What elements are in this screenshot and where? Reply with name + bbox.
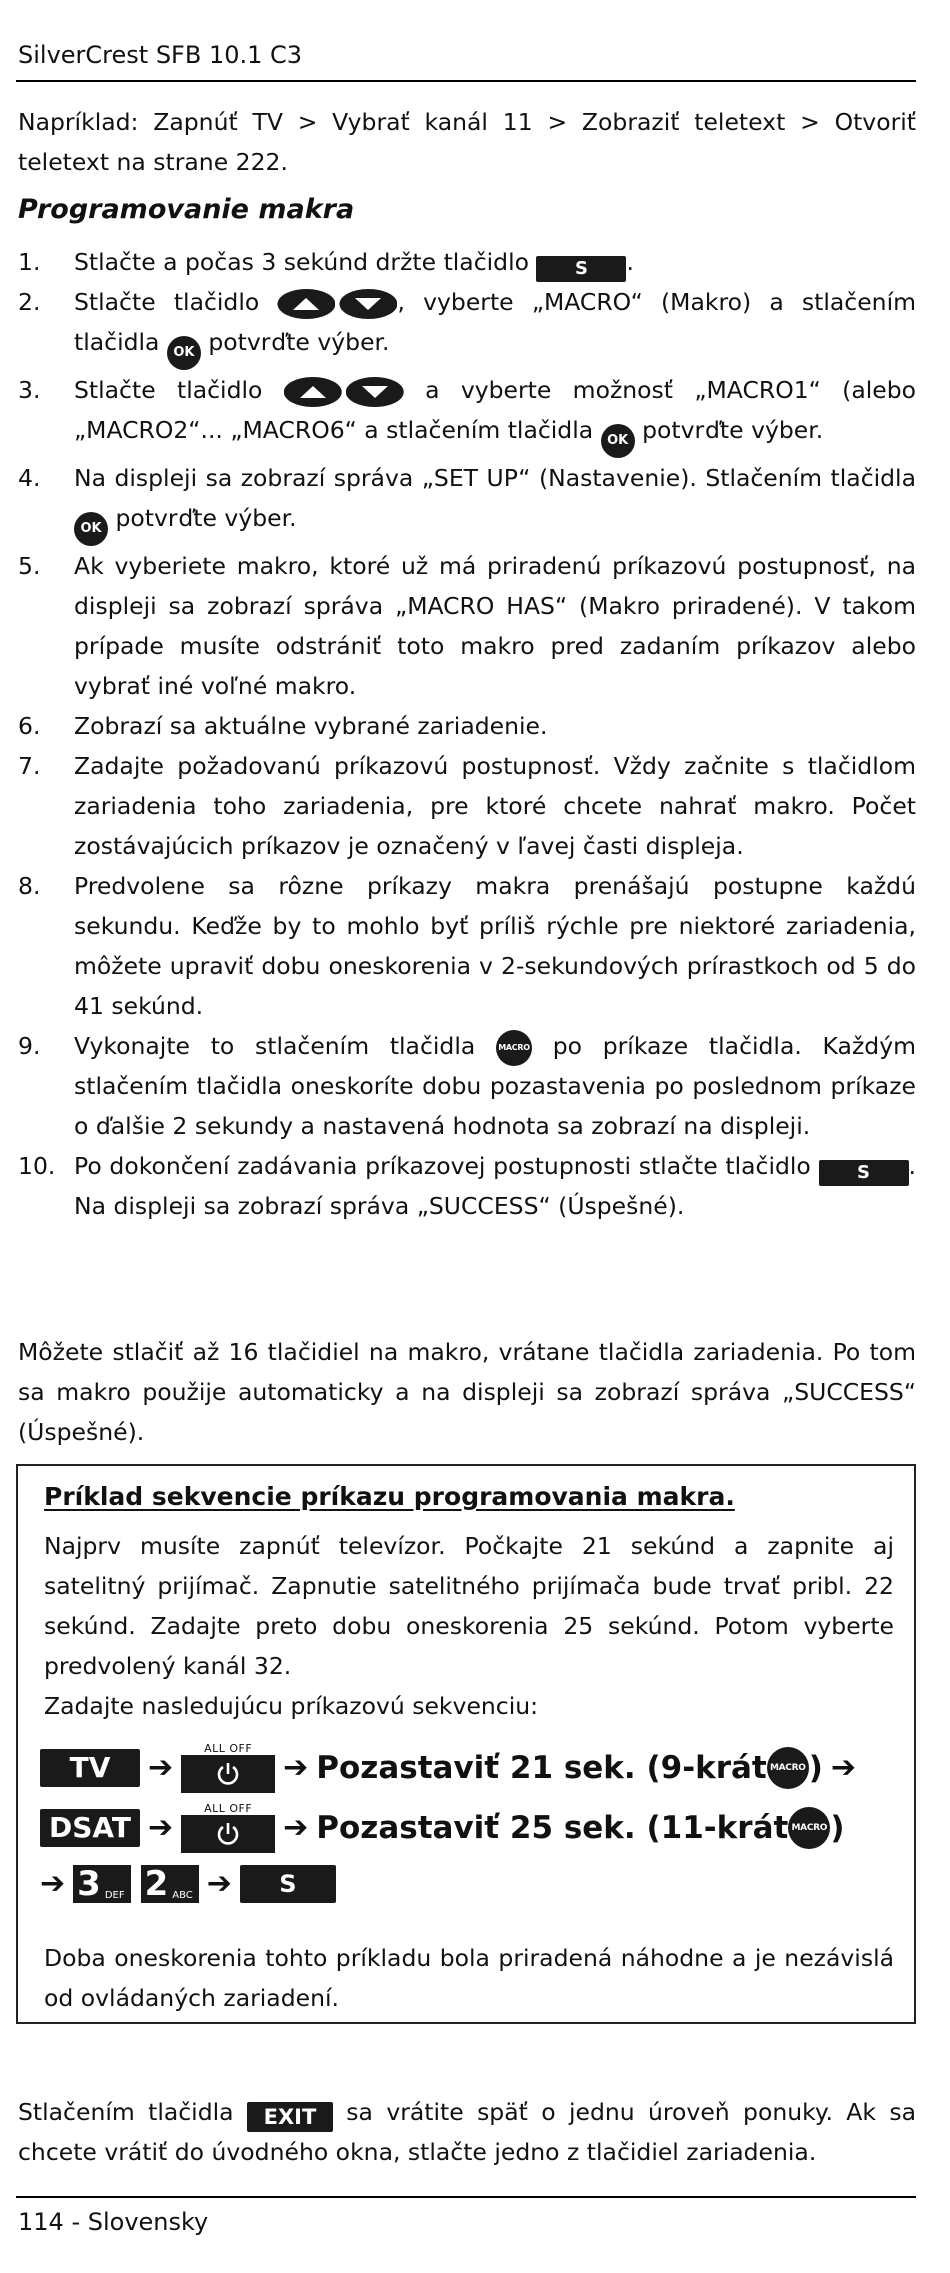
nav-up-down-icon bbox=[277, 289, 397, 319]
arrow-icon: ➔ bbox=[830, 1750, 857, 1785]
all-off-key: ALL OFF bbox=[181, 1803, 275, 1853]
step-2: 2. Stlačte tlačidlo , vyberte „MACRO“ (Makro) a stlačením tlačidla OK potvrďte výber. bbox=[18, 282, 916, 370]
step-4: 4. Na displeji sa zobrazí správa „SET UP“ (Nastavenie). Stlačením tlačidla OK potvrďte výber. bbox=[18, 458, 916, 546]
step-8: 8. Predvolene sa rôzne príkazy makra prenášajú postupne každú sekundu. Keďže by to mohlo byť príliš rýchle pre niektoré zariadenia, môžete upraviť dobu oneskorenia v 2-sekundových prírastkoch od 5 do 41 sekúnd. bbox=[18, 872, 916, 1020]
example-paragraph-1: Najprv musíte zapnúť televízor. Počkajte 21 sekúnd a zapnite aj satelitný prijímač. Zapnutie satelitného prijímača bude trvať pribl. 22 sekúnd. Zadajte preto dobu oneskorenia 25 sekúnd. Potom vyberte predvolený kanál 32. bbox=[44, 1532, 894, 1680]
tv-key-icon: TV bbox=[40, 1749, 140, 1787]
example-box bbox=[16, 1464, 916, 2024]
arrow-icon: ➔ bbox=[40, 1866, 66, 1901]
section-heading: Programovanie makra bbox=[18, 194, 355, 225]
exit-paragraph: Stlačením tlačidla EXIT sa vrátite späť o jednu úroveň ponuky. Ak sa chcete vrátiť do úvodného okna, stlačte jedno z tlačidiel zariadenia. bbox=[18, 2098, 916, 2166]
s-key-icon: S bbox=[240, 1865, 336, 1903]
power-icon bbox=[181, 1815, 275, 1853]
dsat-key-icon: DSAT bbox=[40, 1809, 140, 1847]
step-10: 10. Po dokončení zadávania príkazovej postupnosti stlačte tlačidlo S . Na displeji sa zobrazí správa „SUCCESS“ (Úspešné). bbox=[18, 1152, 916, 1220]
footer-rule bbox=[16, 2196, 916, 2198]
ok-button-icon: OK bbox=[74, 512, 108, 546]
example-paragraph-3: Doba oneskorenia tohto príkladu bola priradená náhodne a je nezávislá od ovládaných zariadení. bbox=[44, 1944, 894, 2012]
sequence-row-3 bbox=[40, 1858, 336, 1910]
step-7: 7. Zadajte požadovanú príkazovú postupnosť. Vždy začnite s tlačidlom zariadenia toho zariadenia, pre ktoré chcete nahrať makro. Počet zostávajúcich príkazov je označený v ľavej časti displeja. bbox=[18, 752, 916, 860]
key-2-icon: 2 ABC bbox=[141, 1865, 199, 1903]
step-1: 1. Stlačte a počas 3 sekúnd držte tlačidlo S . bbox=[18, 242, 916, 282]
page-footer: 114 - Slovensky bbox=[18, 2208, 209, 2236]
ok-button-icon: OK bbox=[167, 336, 201, 370]
step-6: 6. Zobrazí sa aktuálne vybrané zariadenie. bbox=[18, 712, 548, 740]
example-title: Príklad sekvencie príkazu programovania makra. bbox=[44, 1482, 735, 1511]
arrow-icon: ➔ bbox=[148, 1810, 174, 1845]
macro-button-icon: MACRO bbox=[496, 1030, 532, 1066]
nav-up-down-icon bbox=[284, 377, 404, 407]
steps-list bbox=[18, 242, 916, 1226]
page-header: SilverCrest SFB 10.1 C3 bbox=[18, 41, 303, 69]
ok-button-icon: OK bbox=[601, 424, 635, 458]
arrow-icon: ➔ bbox=[206, 1866, 232, 1901]
arrow-icon: ➔ bbox=[283, 1750, 309, 1785]
step-9: 9. Vykonajte to stlačením tlačidla MACRO po príkaze tlačidla. Každým stlačením tlačidla oneskoríte dobu pozastavenia po poslednom príkaze o ďalšie 2 sekundy a nastavená hodnota sa zobrazí na displeji. bbox=[18, 1026, 916, 1146]
example-paragraph-2: Zadajte nasledujúcu príkazovú sekvenciu: bbox=[44, 1692, 539, 1720]
power-icon bbox=[181, 1755, 275, 1793]
exit-key-icon: EXIT bbox=[247, 2102, 333, 2132]
step-3: 3. Stlačte tlačidlo a vyberte možnosť „MACRO1“ (alebo „MACRO2“... „MACRO6“ a stlačením tlačidla OK potvrďte výber. bbox=[18, 370, 916, 458]
macro-button-icon: MACRO bbox=[767, 1747, 809, 1789]
s-key-icon: S bbox=[536, 256, 626, 282]
step-5: 5. Ak vyberiete makro, ktoré už má priradenú príkazovú postupnosť, na displeji sa zobrazí správa „MACRO HAS“ (Makro priradené). V takom prípade musíte odstrániť toto makro pred zadaním príkazov alebo vybrať iné voľné makro. bbox=[18, 552, 916, 700]
after-paragraph: Môžete stlačiť až 16 tlačidiel na makro, vrátane tlačidla zariadenia. Po tom sa makro použije automaticky a na displeji sa zobrazí správa „SUCCESS“ (Úspešné). bbox=[18, 1338, 916, 1446]
key-3-icon: 3 DEF bbox=[73, 1865, 130, 1903]
macro-button-icon: MACRO bbox=[788, 1807, 830, 1849]
header-rule bbox=[16, 80, 916, 82]
arrow-icon: ➔ bbox=[148, 1750, 174, 1785]
sequence-row-1: TV ➔ ALL OFF ➔ Pozastaviť 21 sek. (9-krát MACRO ) ➔ bbox=[40, 1742, 864, 1794]
sequence-row-2: DSAT ➔ ALL OFF ➔ Pozastaviť 25 sek. (11-krát MACRO ) bbox=[40, 1802, 844, 1854]
all-off-key: ALL OFF bbox=[181, 1743, 275, 1793]
arrow-icon: ➔ bbox=[283, 1810, 309, 1845]
s-key-icon: S bbox=[819, 1160, 909, 1186]
intro-paragraph: Napríklad: Zapnúť TV > Vybrať kanál 11 > Zobraziť teletext > Otvoriť teletext na strane 222. bbox=[18, 108, 916, 176]
